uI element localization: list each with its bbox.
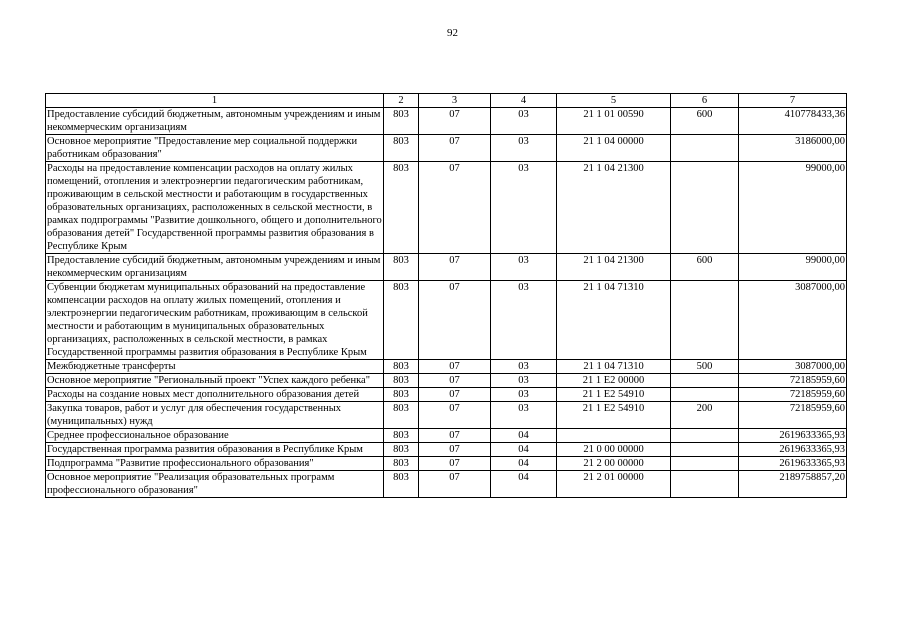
table-row <box>46 254 847 281</box>
table-row <box>46 108 847 135</box>
expense-type-code <box>671 162 739 254</box>
target-article-code: 21 1 E2 54910 <box>557 402 671 429</box>
expense-type-code <box>671 443 739 457</box>
item-name: Расходы на предоставление компенсации расходов на оплату жилых помещений, отопления и электроэнергии педагогическим работникам, проживающим в сельской местности и работающим в государственных образовательных организациях, расположенных в сельской местности, в рамках подпрограммы "Развитие дошкольного, общего и дополнительного образования детей" Государственной программы развития образования в Республике Крым <box>47 163 382 252</box>
expense-type-code: 500 <box>671 360 739 374</box>
admin-code: 803 <box>384 360 419 374</box>
subsection-code: 03 <box>491 374 557 388</box>
table-row <box>46 162 847 254</box>
amount-value: 2189758857,20 <box>739 471 847 498</box>
expense-type-code: 600 <box>671 254 739 281</box>
expense-type-code <box>671 281 739 360</box>
section-code: 07 <box>419 388 491 402</box>
table-row <box>46 457 847 471</box>
item-name: Основное мероприятие "Предоставление мер социальной поддержки работникам образования" <box>46 135 384 162</box>
amount-value: 99000,00 <box>739 162 847 254</box>
column-header: 7 <box>739 94 847 108</box>
subsection-code: 04 <box>491 429 557 443</box>
item-name: Расходы на создание новых мест дополнительного образования детей <box>46 388 384 402</box>
admin-code: 803 <box>384 135 419 162</box>
table-row <box>46 281 847 360</box>
admin-code: 803 <box>384 429 419 443</box>
item-name: Основное мероприятие "Реализация образовательных программ профессионального образования" <box>46 471 384 498</box>
amount-value: 2619633365,93 <box>739 457 847 471</box>
item-name: Среднее профессиональное образование <box>46 429 384 443</box>
expense-type-code: 200 <box>671 402 739 429</box>
expense-type-code: 600 <box>671 108 739 135</box>
admin-code: 803 <box>384 374 419 388</box>
expense-type-code <box>671 388 739 402</box>
amount-value: 3186000,00 <box>739 135 847 162</box>
subsection-code: 04 <box>491 471 557 498</box>
subsection-code: 04 <box>491 457 557 471</box>
target-article-code: 21 1 E2 00000 <box>557 374 671 388</box>
item-name: Основное мероприятие "Региональный проект "Успех каждого ребенка" <box>46 374 384 388</box>
table-row <box>46 135 847 162</box>
amount-value: 3087000,00 <box>739 281 847 360</box>
column-header: 2 <box>384 94 419 108</box>
expense-type-code <box>671 135 739 162</box>
item-name: Подпрограмма "Развитие профессионального образования" <box>46 457 384 471</box>
table-header-row <box>46 94 847 108</box>
admin-code: 803 <box>384 471 419 498</box>
column-header: 4 <box>491 94 557 108</box>
subsection-code: 04 <box>491 443 557 457</box>
table-row <box>46 360 847 374</box>
column-header: 5 <box>557 94 671 108</box>
admin-code: 803 <box>384 402 419 429</box>
amount-value: 72185959,60 <box>739 402 847 429</box>
item-name: Субвенции бюджетам муниципальных образований на предоставление компенсации расходов на оплату жилых помещений, отопления и электроэнергии педагогическим работникам, проживающим в сельской местности и работающим в муниципальных образовательных организациях, расположенных в сельской местности, в рамках Государственной программы развития образования в Республике Крым <box>46 281 384 360</box>
admin-code: 803 <box>384 388 419 402</box>
item-name: Закупка товаров, работ и услуг для обеспечения государственных (муниципальных) нужд <box>46 402 384 429</box>
section-code: 07 <box>419 360 491 374</box>
target-article-code: 21 1 E2 54910 <box>557 388 671 402</box>
section-code: 07 <box>419 402 491 429</box>
amount-value: 72185959,60 <box>739 388 847 402</box>
amount-value: 72185959,60 <box>739 374 847 388</box>
item-name: Межбюджетные трансферты <box>46 360 384 374</box>
target-article-code <box>557 429 671 443</box>
subsection-code: 03 <box>491 388 557 402</box>
target-article-code: 21 0 00 00000 <box>557 443 671 457</box>
amount-value: 2619633365,93 <box>739 429 847 443</box>
section-code: 07 <box>419 374 491 388</box>
target-article-code: 21 1 04 71310 <box>557 360 671 374</box>
admin-code: 803 <box>384 162 419 254</box>
column-header: 3 <box>419 94 491 108</box>
section-code: 07 <box>419 254 491 281</box>
expense-type-code <box>671 471 739 498</box>
expense-type-code <box>671 457 739 471</box>
section-code: 07 <box>419 108 491 135</box>
amount-value: 410778433,36 <box>739 108 847 135</box>
admin-code: 803 <box>384 457 419 471</box>
table-row <box>46 402 847 429</box>
target-article-code: 21 1 04 00000 <box>557 135 671 162</box>
subsection-code: 03 <box>491 360 557 374</box>
amount-value: 99000,00 <box>739 254 847 281</box>
amount-value: 2619633365,93 <box>739 443 847 457</box>
target-article-code: 21 2 01 00000 <box>557 471 671 498</box>
expense-type-code <box>671 429 739 443</box>
table-row <box>46 374 847 388</box>
admin-code: 803 <box>384 108 419 135</box>
target-article-code: 21 1 04 21300 <box>557 254 671 281</box>
subsection-code: 03 <box>491 281 557 360</box>
subsection-code: 03 <box>491 254 557 281</box>
subsection-code: 03 <box>491 162 557 254</box>
section-code: 07 <box>419 162 491 254</box>
table-row <box>46 429 847 443</box>
subsection-code: 03 <box>491 135 557 162</box>
column-header: 1 <box>46 94 384 108</box>
section-code: 07 <box>419 471 491 498</box>
item-name: Предоставление субсидий бюджетным, автономным учреждениям и иным некоммерческим организациям <box>46 254 384 281</box>
subsection-code: 03 <box>491 402 557 429</box>
target-article-code: 21 2 00 00000 <box>557 457 671 471</box>
section-code: 07 <box>419 443 491 457</box>
admin-code: 803 <box>384 281 419 360</box>
section-code: 07 <box>419 429 491 443</box>
section-code: 07 <box>419 281 491 360</box>
subsection-code: 03 <box>491 108 557 135</box>
column-header: 6 <box>671 94 739 108</box>
page-number: 92 <box>447 27 458 39</box>
table-row <box>46 443 847 457</box>
target-article-code: 21 1 01 00590 <box>557 108 671 135</box>
admin-code: 803 <box>384 443 419 457</box>
budget-table <box>45 93 847 498</box>
section-code: 07 <box>419 457 491 471</box>
item-name: Государственная программа развития образования в Республике Крым <box>46 443 384 457</box>
admin-code: 803 <box>384 254 419 281</box>
target-article-code: 21 1 04 71310 <box>557 281 671 360</box>
target-article-code: 21 1 04 21300 <box>557 162 671 254</box>
item-name: Предоставление субсидий бюджетным, автономным учреждениям и иным некоммерческим организациям <box>46 108 384 135</box>
amount-value: 3087000,00 <box>739 360 847 374</box>
section-code: 07 <box>419 135 491 162</box>
table-row <box>46 471 847 498</box>
table-row <box>46 388 847 402</box>
expense-type-code <box>671 374 739 388</box>
